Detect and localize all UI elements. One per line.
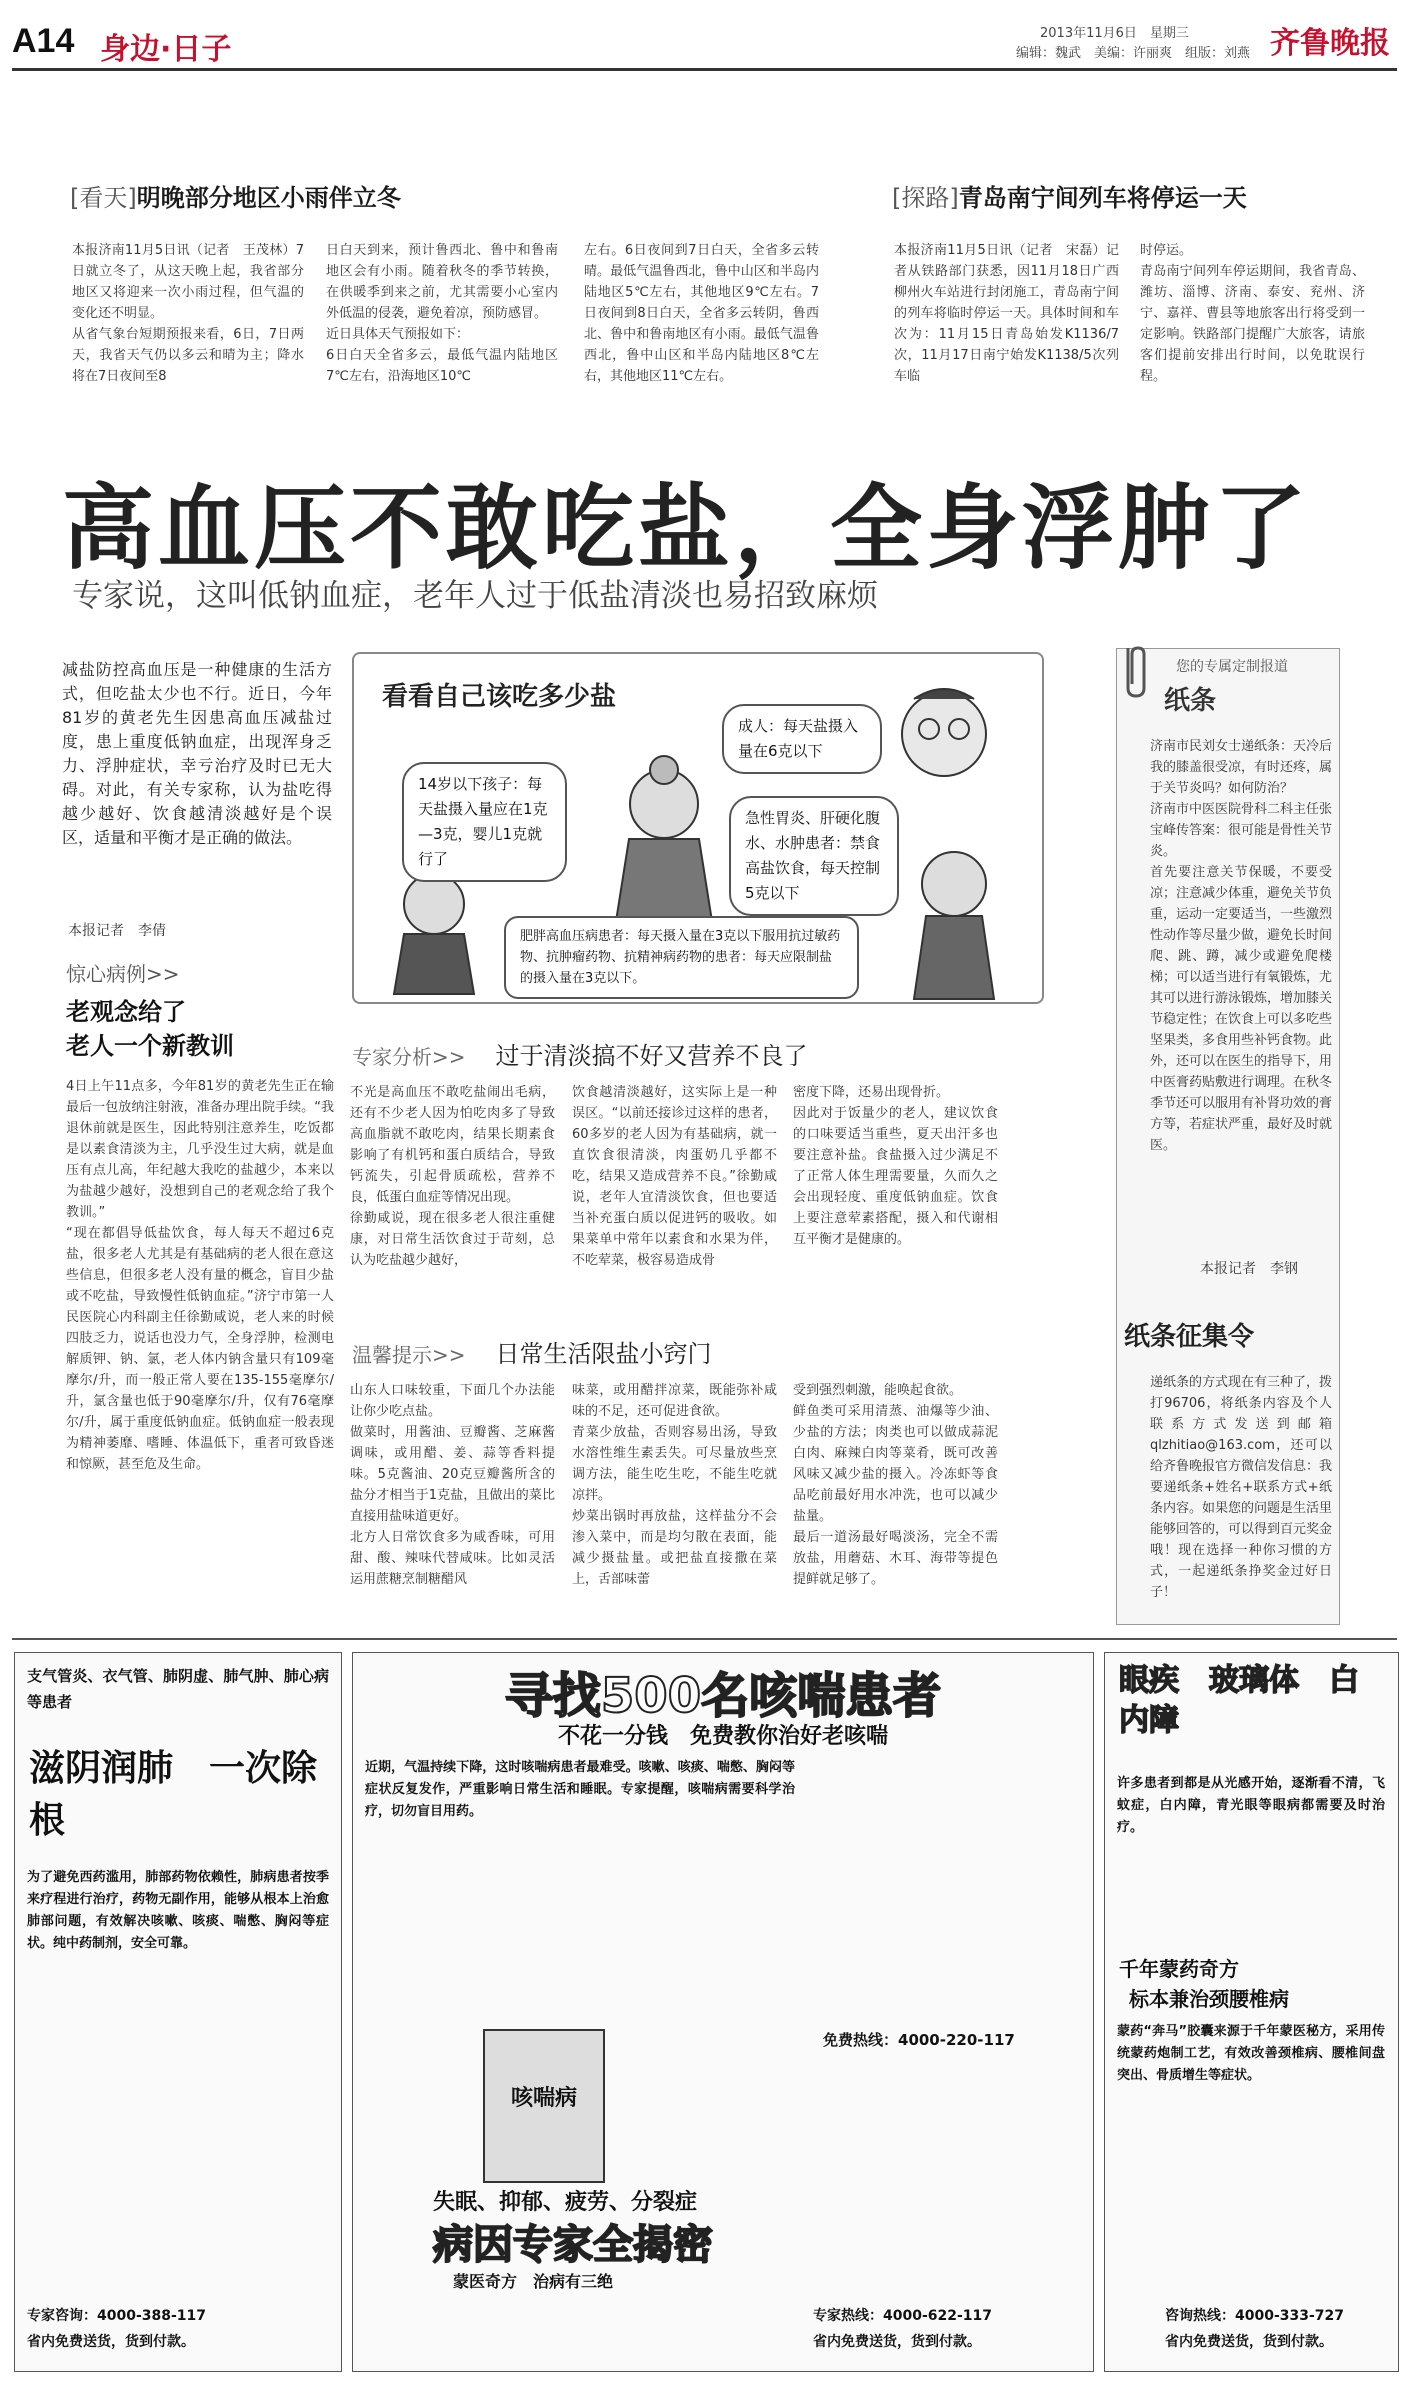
main-deck: 专家说，这叫低钠血症，老年人过于低盐清淡也易招致麻烦 [72, 578, 878, 614]
section-title: 身边·日子 [100, 32, 232, 67]
train-title: 青岛南宁间列车将停运一天 [958, 184, 1247, 212]
note-title: 纸条 [1164, 686, 1217, 716]
tips-tag: 温馨提示>> [352, 1343, 466, 1367]
child-salt-bubble: 14岁以下孩子：每天盐摄入量应在1克—3克，婴儿1克就行了 [402, 762, 567, 882]
train-col-2: 时停运。 青岛南宁间列车停运期间，我省青岛、潍坊、淄博、济南、泰安、兖州、济宁、嘉祥、曹县等地旅客出行将受到一定影响。铁路部门提醒广大旅客，请旅客们提前安排出行时间，以免耽误行程。 [1140, 243, 1365, 384]
center-ad-phone2: 专家热线：4000-622-117 [813, 2308, 993, 2324]
note-label-small: 您的专属定制报道 [1176, 659, 1288, 675]
right-ad-sub2: 标本兼治颈腰椎病 [1129, 1987, 1289, 2011]
case-title-line1: 老观念给了 [66, 998, 186, 1026]
right-ad-body: 许多患者到都是从光感开始，逐渐看不清，飞蚊症，白内障，青光眼等眼病都需要及时治疗。 [1117, 1776, 1385, 1835]
hypertension-salt-bubble: 肥胖高血压病患者：每天摄入量在3克以下服用抗过敏药物、抗肿瘤药物、抗精神病药物的患者：每天应限制盐的摄入量在3克以下。 [504, 916, 859, 999]
right-ad-title: 眼疾 玻璃体 白内障 [1119, 1663, 1359, 1738]
salt-infographic [352, 652, 1044, 1004]
issue-date: 2013年11月6日 星期三 [1040, 26, 1189, 41]
right-ad-phone: 咨询热线：4000-333-727 [1165, 2308, 1345, 2324]
expert-headline [352, 1036, 808, 1071]
right-ad-footer: 省内免费送货，货到付款。 [1165, 2334, 1333, 2350]
center-ad-book [483, 2029, 605, 2183]
adult-salt-bubble: 成人：每天盐摄入量在6克以下 [722, 704, 882, 774]
grandpa-figure [914, 852, 994, 999]
left-ad-top: 支气管炎、衣气管、肺阴虚、肺气肿、肺心病等患者 [27, 1667, 329, 1711]
lead-paragraph: 减盐防控高血压是一种健康的生活方式，但吃盐太少也不行。近日，今年81岁的黄老先生因患高血压减盐过度，患上重度低钠血症，出现浑身乏力、浮肿症状，幸亏治疗及时已无大碍。对此，有关专家称，认为盐吃得越少越好、饮食越清淡越好是个误区，适量和平衡才是正确的做法。 [62, 660, 332, 847]
tips-col-1: 山东人口味较重，下面几个办法能让你少吃点盐。 做菜时，用酱油、豆瓣酱、芝麻酱调味，或用醋、姜、蒜等香料提味。5克酱油、20克豆瓣酱所含的盐分才相当于1克盐，且做出的菜比直接用盐味道更好。 北方人日常饮食多为咸香味，可用甜、酸、辣味代替咸味。比如灵活运用蔗糖烹制糖醋风 [350, 1383, 555, 1587]
weather-col-2: 日白天到来，预计鲁西北、鲁中和鲁南地区会有小雨。随着秋冬的季节转换，在供暖季到来之前，尤其需要小心室内外低温的侵袭，避免着凉，预防感冒。 近日具体天气预报如下： 6日白天全省多云，最低气温内陆地区7℃左右，沿海地区10℃ [326, 243, 558, 384]
right-ad-sub1: 千年蒙药奇方 [1119, 1957, 1239, 1981]
center-ad-body2: 蒙医奇方 治病有三绝 [453, 2272, 614, 2291]
left-ad [14, 1652, 342, 2372]
expert-col-3: 密度下降，还易出现骨折。 因此对于饭量少的老人，建议饮食的口味要适当重些，夏天出汗多也要注意补盐。食盐摄入过少满足不了正常人体生理需要量，久而久之会出现轻度、重度低钠血症。饮食上要注意荤素搭配，摄入和代谢相互平衡才是健康的。 [793, 1085, 998, 1247]
weather-tag: [看天] [70, 184, 137, 212]
staff-credits: 编辑：魏武 美编：许丽爽 组版：刘燕 [1016, 46, 1251, 61]
left-ad-body: 为了避免西药滥用，肺部药物依赖性，肺病患者按季来疗程进行治疗，药物无副作用，能够从根本上治愈肺部问题，有效解决咳嗽、咳痰、喘憋、胸闷等症状。纯中药制剂，安全可靠。 [27, 1870, 329, 1951]
train-tag: [探路] [892, 184, 959, 212]
center-ad-title: 寻找500名咳喘患者 [504, 1668, 942, 1724]
weather-col-1: 本报济南11月5日讯（记者 王茂林）7日就立冬了，从这天晚上起，我省部分地区又将迎来一次小雨过程，但气温的变化还不明显。 从省气象台短期预报来看，6日，7日两天，我省天气仍以多云和晴为主；降水将在7日夜间至8 [72, 243, 304, 384]
left-ad-title: 滋阴润肺 一次除根 [29, 1748, 318, 1841]
tips-headline [352, 1334, 712, 1369]
expert-col-1: 不光是高血压不敢吃盐闹出毛病，还有不少老人因为怕吃肉多了导致高血脂就不敢吃肉，结果长期素食影响了有机钙和蛋白质结合，导致钙流失，引起骨质疏松，营养不良，低蛋白血症等情况出现。 徐勤咸说，现在很多老人很注重健康，对日常生活饮食过于苛刻，总认为吃盐越少越好， [350, 1085, 555, 1268]
center-ad-footer: 省内免费送货，货到付款。 [813, 2334, 981, 2350]
center-ad-sub: 不花一分钱 免费教你治好老咳喘 [557, 1724, 888, 1749]
case-tag: 惊心病例>> [66, 962, 180, 986]
right-ad-body2: 蒙药“奔马”胶囊来源于千年蒙医秘方，采用传统蒙药炮制工艺，有效改善颈椎病、腰椎间盘突出、骨质增生等症状。 [1117, 2024, 1385, 2083]
expert-col-2: 饮食越清淡越好，这实际上是一种误区。“以前还接诊过这样的患者，60多岁的老人因为有基础病，就一直饮食很清淡，肉蛋奶几乎都不吃，结果又造成营养不良。”徐勤咸说，老年人宜清淡饮食，但也要适当补充蛋白质以促进钙的吸收。如果菜单中常年以素食和水果为伴，不吃荤菜，极容易造成骨 [572, 1085, 777, 1268]
lead-byline: 本报记者 李倩 [68, 923, 166, 939]
expert-tag: 专家分析>> [352, 1045, 466, 1069]
train-col-1: 本报济南11月5日讯（记者 宋磊）记者从铁路部门获悉，因11月18日广西柳州火车站进行封闭施工，青岛南宁间的列车将临时停运一天。具体时间和车次为：11月15日青岛始发K1136/7次，11月17日南宁始发K1138/5次列车临 [894, 243, 1119, 384]
call-body: 递纸条的方式现在有三种了，拨打96706，将纸条内容及个人联系方式发送到邮箱qlzhitiao@163.com，还可以给齐鲁晚报官方微信发信息：我要递纸条+姓名+联系方式+纸条内容。如果您的问题是生活里能够回答的，可以得到百元奖金哦！现在选择一种你习惯的方式，一起递纸条挣奖金过好日子！ [1150, 1375, 1332, 1600]
header-rule [12, 68, 1397, 71]
tips-col-3: 受到强烈刺激，能唤起食欲。 鲜鱼类可采用清蒸、油爆等少油、少盐的方法；肉类也可以做成蒜泥白肉、麻辣白肉等菜肴，既可改善风味又减少盐的摄入。冷冻虾等食品吃前最好用水冲洗，也可以减少盐量。 最后一道汤最好喝淡汤，完全不需放盐，用蘑菇、木耳、海带等提色提鲜就足够了。 [793, 1383, 998, 1587]
weather-col-3: 左右。6日夜间到7日白天，全省多云转晴。最低气温鲁西北，鲁中山区和半岛内陆地区5℃左右，其他地区9℃左右。7日夜间到8日白天，全省多云转阴，鲁西北、鲁中和鲁南地区有小雨。最低气温鲁西北，鲁中山区和半岛内陆地区8℃左右，其他地区11℃左右。 [584, 243, 819, 384]
center-ad-body: 近期，气温持续下降，这时咳喘病患者最难受。咳嗽、咳痰、喘憋、胸闷等症状反复发作，严重影响日常生活和睡眠。专家提醒，咳喘病需要科学治疗，切勿盲目用药。 [365, 1760, 795, 1819]
weather-headline [70, 178, 401, 213]
note-byline: 本报记者 李钢 [1200, 1261, 1298, 1277]
main-headline: 高血压不敢吃盐，全身浮肿了 [62, 475, 1311, 582]
ad-divider [12, 1638, 1397, 1640]
case-title-line2: 老人一个新教训 [66, 1032, 234, 1060]
center-ad-title2: 病因专家全揭密 [433, 2222, 713, 2268]
weather-title: 明晚部分地区小雨伴立冬 [136, 184, 401, 212]
newspaper-logo: 齐鲁晚报 [1270, 26, 1390, 61]
child-figure [394, 874, 474, 994]
center-ad [352, 1652, 1094, 2372]
right-ad [1104, 1652, 1399, 2372]
case-body: 4日上午11点多，今年81岁的黄老先生正在输最后一包放纳注射液，准备办理出院手续。“我退休前就是医生，因此特别注意养生，吃饭都是以素食清淡为主，几乎没生过大病，就是血压有点儿高，年纪越大我吃的盐越少，本来以为盐越少越好，没想到自己的老观念给了我个教训。” “现在都倡导低盐饮食，每人每天不超过6克盐，很多老人尤其是有基础病的老人很在意这些信息，但很多老人没有量的概念，盲目少盐或不吃盐，导致慢性低钠血症。”济宁市第一人民医院心内科副主任徐勤咸说，老人来的时候四肢乏力，说话也没力气，全身浮肿，检测电解质钾、钠、氯，老人体内钠含量只有109毫摩尔/升，而一般正常人要在135-155毫摩尔/升，氯含量也低于90毫摩尔/升，仅有76毫摩尔/升，属于重度低钠血症。低钠血症一般表现为精神萎靡、嗜睡、体温低下，重者可致昏迷和惊厥，甚至危及生命。 [66, 1079, 334, 1472]
call-title: 纸条征集令 [1124, 1322, 1255, 1352]
page-number: A14 [12, 22, 75, 60]
left-ad-phone: 专家咨询：4000-388-117 [27, 2308, 207, 2324]
infographic-heading: 看看自己该吃多少盐 [382, 682, 617, 712]
train-headline [892, 178, 1247, 213]
expert-title: 过于清淡搞不好又营养不良了 [495, 1042, 808, 1070]
grandma-figure [614, 756, 714, 934]
disease-salt-bubble: 急性胃炎、肝硬化腹水、水肿患者：禁食高盐饮食，每天控制5克以下 [729, 796, 899, 916]
left-ad-footer: 省内免费送货，货到付款。 [27, 2334, 195, 2350]
adult-figure [902, 689, 986, 776]
paperclip-icon [1116, 640, 1156, 704]
tips-col-2: 味菜，或用醋拌凉菜，既能弥补咸味的不足，还可促进食欲。 青菜少放盐，否则容易出汤，导致水溶性维生素丢失。可尽量放些烹调方法，能生吃生吃，不能生吃就凉拌。 炒菜出锅时再放盐，这样盐分不会渗入菜中，而是均匀散在表面，能减少摄盐量。或把盐直接撒在菜上，舌部味蕾 [572, 1383, 777, 1587]
book-cover-title: 咳喘病 [510, 2086, 577, 2111]
center-ad-sub2: 失眠、抑郁、疲劳、分裂症 [433, 2190, 698, 2215]
tips-title: 日常生活限盐小窍门 [495, 1340, 712, 1368]
center-ad-phone: 免费热线：4000-220-117 [823, 2031, 1015, 2049]
note-body: 济南市民刘女士递纸条：天冷后我的膝盖很受凉，有时还疼，属于关节炎吗？如何防治？ 济南市中医医院骨科二科主任张宝峰传答案：很可能是骨性关节炎。 首先要注意关节保暖，不要受凉；注意减少体重，避免关节负重，运动一定要适当，一些激烈性动作等尽量少做，避免长时间爬、跳、蹲，减少或避免爬楼梯；可以适当进行有氧锻炼，尤其可以进行游泳锻炼，增加膝关节稳定性；在饮食上可以多吃些坚果类，多食用些补钙食物。此外，还可以在医生的指导下，用中医膏药贴敷进行调理。在秋冬季节还可以服用有补肾功效的膏方等，若症状严重，最好及时就医。 [1150, 739, 1332, 1153]
